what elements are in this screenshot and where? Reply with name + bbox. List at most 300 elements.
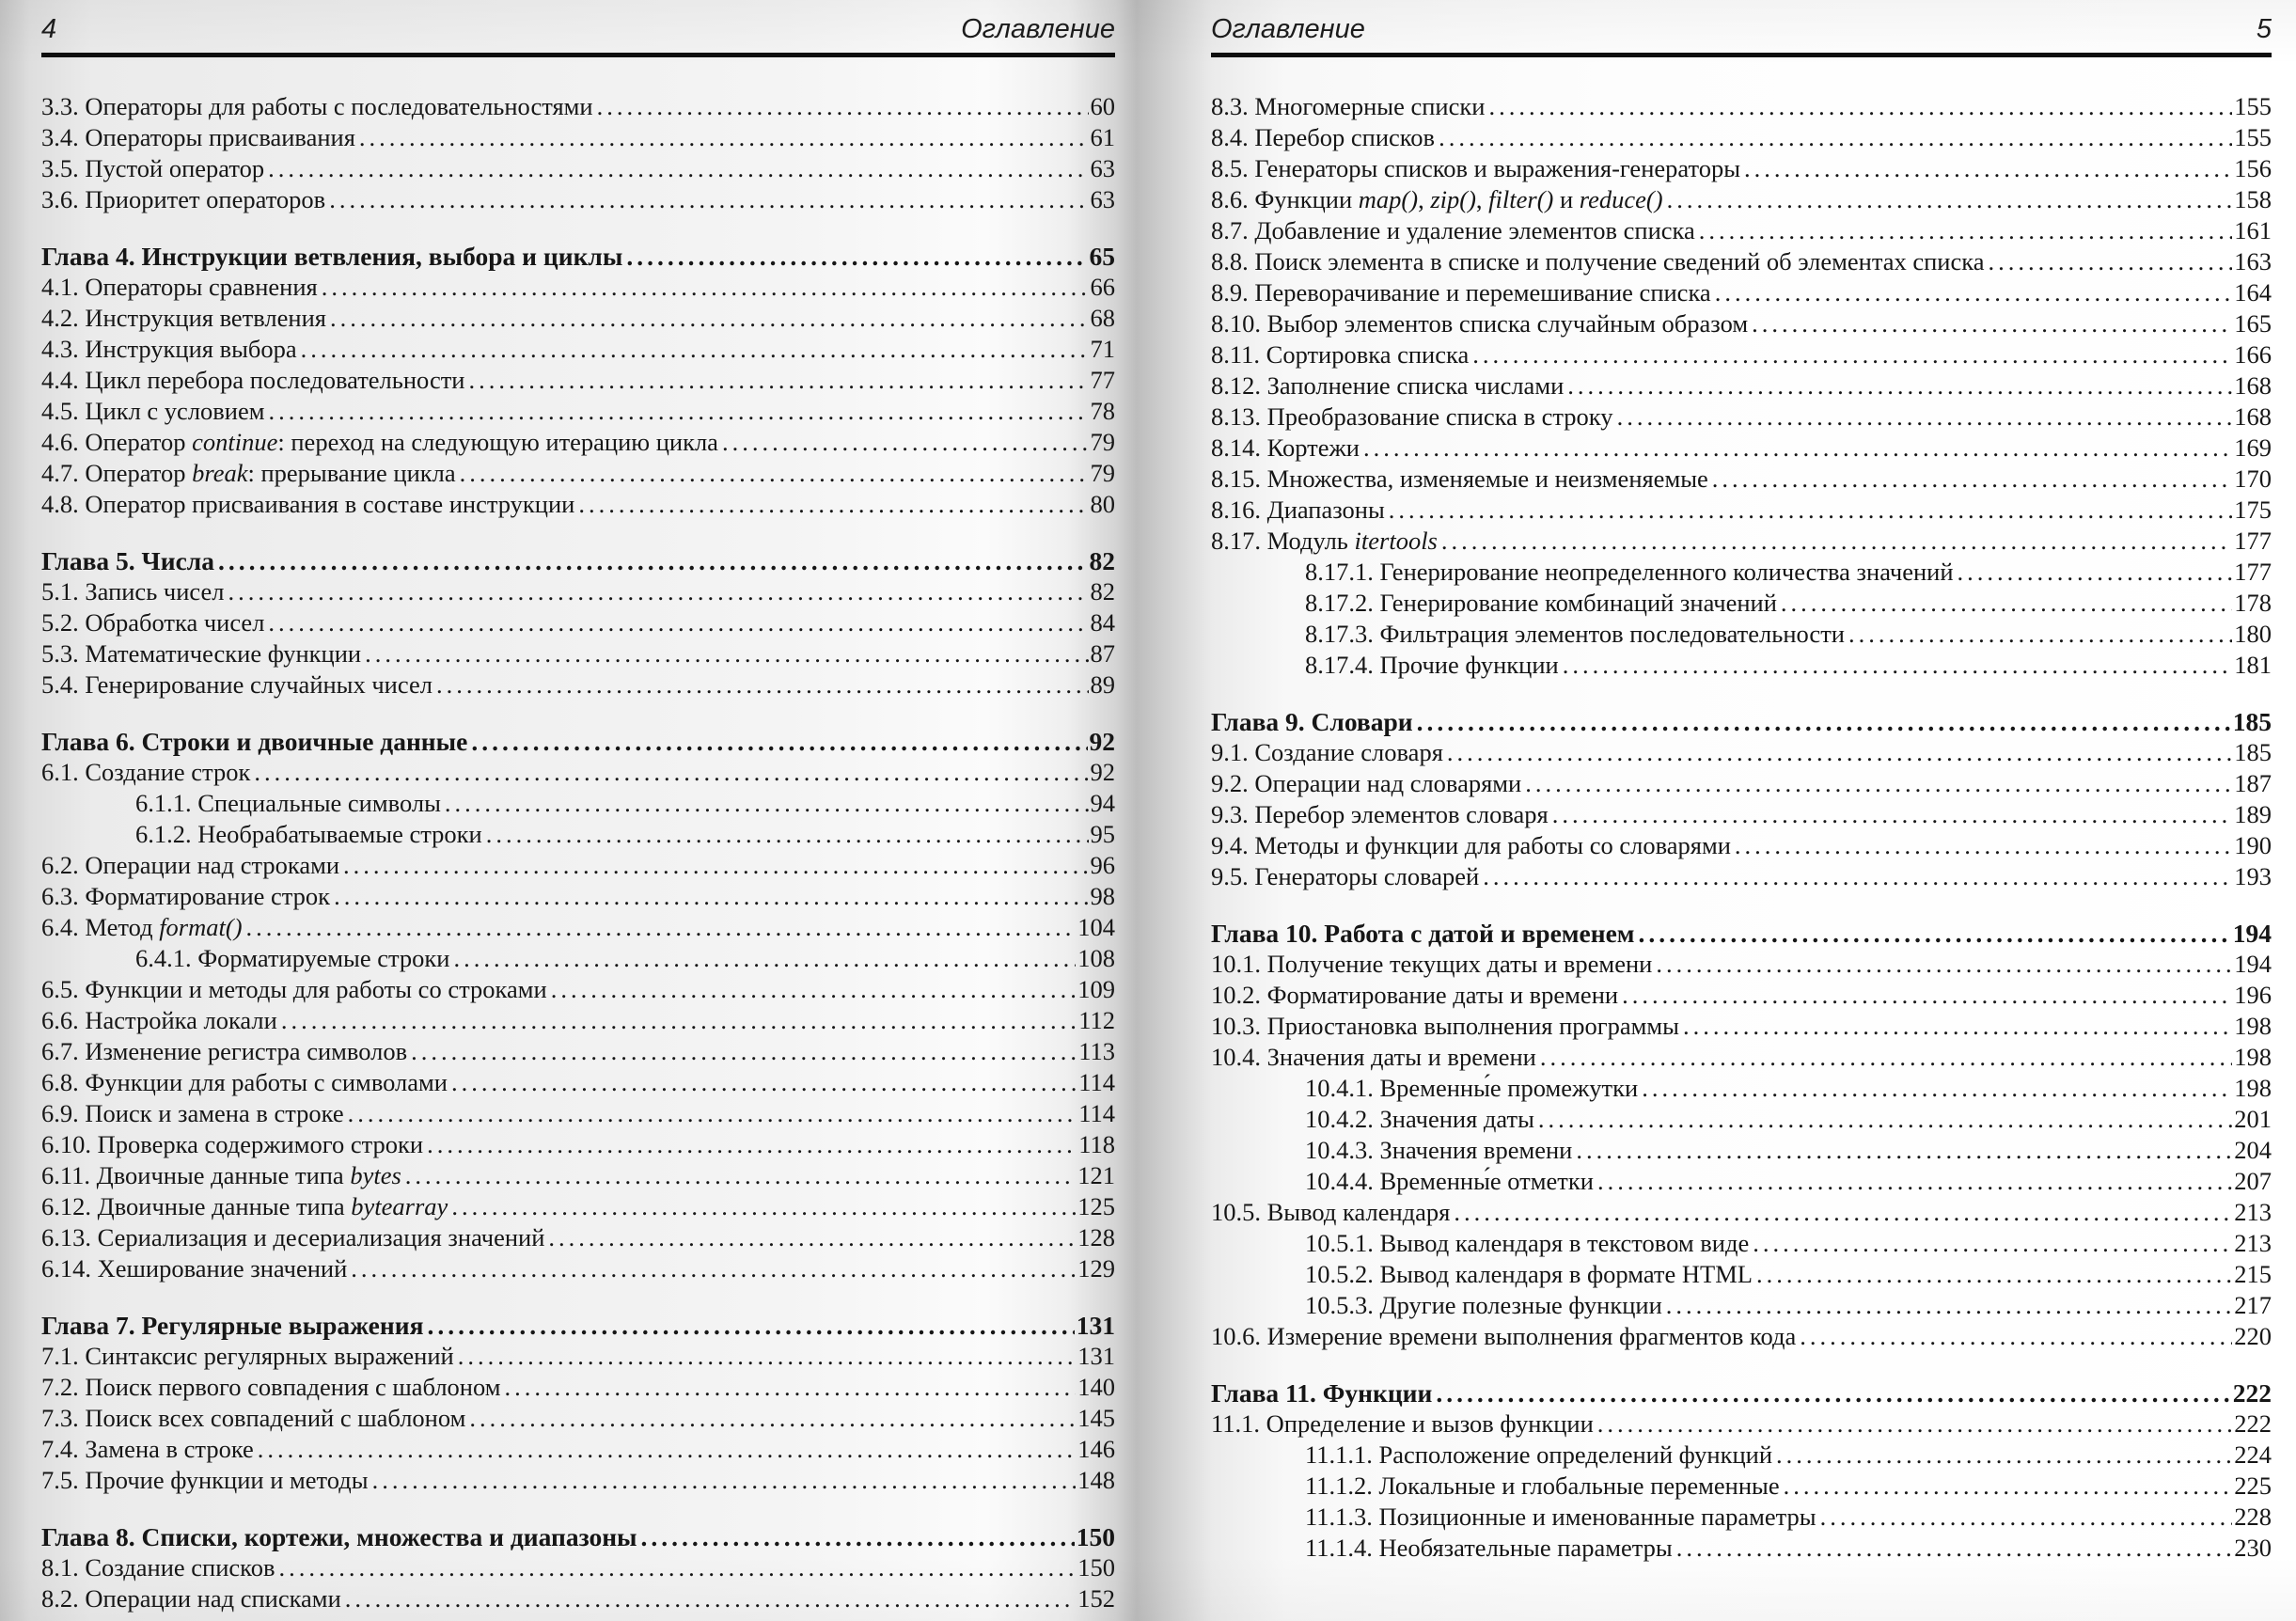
toc-entry: [1211, 401, 2272, 433]
toc-entry: [41, 607, 1115, 638]
toc-entry-title: 8.7. Добавление и удаление элементов списка: [1211, 216, 1695, 244]
dot-leader: [405, 1160, 1076, 1191]
toc-entry: [41, 1434, 1115, 1465]
dot-leader: [1800, 1321, 2232, 1352]
toc-entry-page: 220: [2234, 1322, 2272, 1350]
left-running-head: Оглавление: [961, 14, 1115, 44]
dot-leader: [1666, 1290, 2232, 1321]
toc-entry: [1211, 433, 2272, 464]
toc-entry-title: 3.3. Операторы для работы с последовательностями: [41, 92, 593, 120]
toc-entry-page: 125: [1077, 1192, 1115, 1220]
toc-entry-page: 169: [2234, 433, 2272, 462]
toc-entry-title: 10.5.3. Другие полезные функции: [1305, 1291, 1662, 1319]
toc-entry-title: 6.5. Функции и методы для работы со строками: [41, 975, 547, 1003]
toc-entry: [1211, 1197, 2272, 1228]
toc-entry: [41, 912, 1115, 943]
toc-entry: [41, 1160, 1115, 1191]
dot-leader: [343, 850, 1088, 881]
toc-entry-title: 6.8. Функции для работы с символами: [41, 1068, 448, 1096]
toc-entry-title: Глава 5. Числа: [41, 546, 214, 575]
toc-entry-title: 10.3. Приостановка выполнения программы: [1211, 1012, 1679, 1040]
toc-entry: [41, 1005, 1115, 1036]
dot-leader: [348, 1098, 1077, 1129]
toc-entry: [41, 881, 1115, 912]
dot-leader: [1439, 122, 2232, 153]
toc-entry-title: 9.5. Генераторы словарей: [1211, 862, 1480, 890]
toc-entry: [41, 396, 1115, 427]
dot-leader: [322, 272, 1089, 303]
toc-entry-title: 4.3. Инструкция выбора: [41, 335, 297, 363]
toc-entry-page: 164: [2234, 278, 2272, 307]
dot-leader: [1639, 918, 2231, 949]
dot-leader: [722, 427, 1089, 458]
dot-leader: [1597, 1409, 2232, 1440]
toc-entry-title: 8.17. Модуль itertools: [1211, 527, 1438, 555]
dot-leader: [1776, 1440, 2232, 1471]
toc-entry-title: 10.4.4. Временны́е отметки: [1305, 1167, 1594, 1195]
dot-leader: [1781, 588, 2232, 619]
toc-entry-page: 158: [2234, 185, 2272, 213]
dot-leader: [1447, 737, 2232, 768]
toc-entry-title: 6.2. Операции над строками: [41, 851, 340, 879]
toc-entry-title: 8.17.3. Фильтрация элементов последовательности: [1305, 620, 1845, 648]
toc-entry-title: 10.6. Измерение времени выполнения фрагментов кода: [1211, 1322, 1797, 1350]
toc-entry: [1211, 184, 2272, 215]
toc-entry-title: 3.4. Операторы присваивания: [41, 123, 355, 151]
toc-entry: [41, 1222, 1115, 1253]
toc-entry-title: 10.4.3. Значения времени: [1305, 1136, 1573, 1164]
toc-entry-title: 9.4. Методы и функции для работы со словарями: [1211, 831, 1731, 859]
toc-entry-title: 8.3. Многомерные списки: [1211, 92, 1486, 120]
toc-entry: [1211, 339, 2272, 370]
dot-leader: [1712, 464, 2232, 495]
toc-entry: [1211, 122, 2272, 153]
dot-leader: [597, 91, 1089, 122]
toc-entry-title: 4.2. Инструкция ветвления: [41, 304, 326, 332]
toc-entry: [41, 850, 1115, 881]
left-page: [41, 13, 1115, 1614]
toc-entry: [41, 788, 1115, 819]
dot-leader: [329, 184, 1088, 215]
toc-entry-title: 10.5.1. Вывод календаря в текстовом виде: [1305, 1229, 1750, 1257]
toc-entry: [1211, 1042, 2272, 1073]
toc-entry-title: 10.4.1. Временны́е промежутки: [1305, 1074, 1639, 1102]
toc-entry-page: 155: [2234, 123, 2272, 151]
toc-entry-title: 8.13. Преобразование списка в строку: [1211, 402, 1613, 431]
toc-entry: [41, 1583, 1115, 1614]
toc-entry-page: 152: [1077, 1584, 1115, 1613]
dot-leader: [1667, 184, 2233, 215]
dot-leader: [451, 1191, 1076, 1222]
toc-entry-page: 155: [2234, 92, 2272, 120]
dot-leader: [469, 1403, 1076, 1434]
toc-entry-title: 11.1. Определение и вызов функции: [1211, 1409, 1594, 1438]
dot-leader: [1483, 861, 2232, 892]
dot-leader: [451, 1067, 1077, 1098]
dot-leader: [436, 669, 1089, 700]
toc-entry-page: 198: [2234, 1012, 2272, 1040]
toc-entry: [1211, 918, 2272, 949]
dot-leader: [1744, 153, 2232, 184]
toc-entry-title: 6.3. Форматирование строк: [41, 882, 331, 910]
toc-entry-page: 165: [2234, 309, 2272, 338]
toc-entry-title: Глава 6. Строки и двоичные данные: [41, 727, 468, 756]
toc-entry: [41, 458, 1115, 489]
toc-entry-title: 8.17.1. Генерирование неопределенного количества значений: [1305, 558, 1954, 586]
toc-entry-page: 170: [2234, 464, 2272, 493]
toc-entry: [1211, 1290, 2272, 1321]
toc-entry-page: 98: [1090, 882, 1115, 910]
right-page-number: 5: [2256, 14, 2272, 44]
right-running-head: Оглавление: [1211, 14, 1365, 44]
dot-leader: [1988, 246, 2232, 277]
toc-entry-page: 84: [1090, 608, 1115, 637]
toc-entry-page: 161: [2234, 216, 2272, 244]
dot-leader: [334, 881, 1088, 912]
toc-entry: [41, 819, 1115, 850]
toc-entry: [1211, 1409, 2272, 1440]
toc-entry-page: 129: [1077, 1254, 1115, 1283]
toc-entry-title: 6.12. Двоичные данные типа bytearray: [41, 1192, 448, 1220]
toc-entry: [41, 1341, 1115, 1372]
toc-entry-page: 63: [1090, 154, 1115, 182]
toc-entry: [41, 638, 1115, 669]
toc-entry-title: 6.4.1. Форматируемые строки: [135, 944, 450, 972]
toc-entry: [41, 122, 1115, 153]
toc-entry: [1211, 799, 2272, 830]
toc-entry-title: 9.2. Операции над словарями: [1211, 769, 1522, 797]
toc-entry: [41, 489, 1115, 520]
toc-entry-page: 198: [2234, 1043, 2272, 1071]
dot-leader: [1436, 1377, 2230, 1409]
toc-entry: [1211, 215, 2272, 246]
toc-entry-title: 9.3. Перебор элементов словаря: [1211, 800, 1549, 828]
toc-entry: [1211, 619, 2272, 650]
dot-leader: [453, 943, 1076, 974]
toc-entry: [1211, 1073, 2272, 1104]
dot-leader: [1472, 339, 2232, 370]
toc-entry-page: 87: [1090, 639, 1115, 668]
toc-entry: [1211, 1533, 2272, 1564]
toc-entry: [1211, 557, 2272, 588]
toc-entry-title: 5.4. Генерирование случайных чисел: [41, 670, 432, 699]
dot-leader: [1441, 526, 2232, 557]
toc-entry-page: 77: [1090, 366, 1115, 394]
dot-leader: [458, 1341, 1077, 1372]
toc-entry-title: 6.4. Метод format(): [41, 913, 243, 941]
toc-entry: [41, 427, 1115, 458]
toc-entry: [1211, 768, 2272, 799]
toc-entry-page: 60: [1090, 92, 1115, 120]
toc-entry: [1211, 153, 2272, 184]
toc-entry-title: 6.10. Проверка содержимого строки: [41, 1130, 424, 1158]
toc-entry: [41, 576, 1115, 607]
toc-entry-page: 68: [1090, 304, 1115, 332]
dot-leader: [1735, 830, 2232, 861]
toc-entry-page: 114: [1078, 1099, 1115, 1127]
toc-entry-title: 4.1. Операторы сравнения: [41, 273, 318, 301]
toc-entry: [1211, 246, 2272, 277]
dot-leader: [551, 974, 1077, 1005]
toc-entry-page: 222: [2232, 1378, 2272, 1408]
toc-entry-title: 5.2. Обработка чисел: [41, 608, 265, 637]
toc-entry: [41, 1129, 1115, 1160]
toc-entry-title: 4.4. Цикл перебора последовательности: [41, 366, 465, 394]
dot-leader: [1784, 1471, 2233, 1502]
toc-entry-page: 95: [1090, 820, 1115, 848]
toc-entry: [1211, 830, 2272, 861]
toc-entry: [1211, 949, 2272, 980]
toc-entry: [1211, 464, 2272, 495]
toc-entry-page: 196: [2234, 981, 2272, 1009]
dot-leader: [548, 1222, 1076, 1253]
toc-entry: [1211, 308, 2272, 339]
toc-entry: [1211, 861, 2272, 892]
toc-entry-page: 109: [1077, 975, 1115, 1003]
toc-entry: [1211, 1440, 2272, 1471]
toc-entry: [1211, 1104, 2272, 1135]
toc-entry-title: 7.2. Поиск первого совпадения с шаблоном: [41, 1373, 501, 1401]
toc-entry-title: 10.1. Получение текущих даты и времени: [1211, 950, 1653, 978]
toc-entry: [1211, 1166, 2272, 1197]
left-page-header: [41, 13, 1115, 57]
toc-entry-page: 185: [2234, 738, 2272, 766]
toc-entry: [1211, 706, 2272, 737]
toc-entry-page: 146: [1077, 1435, 1115, 1463]
toc-entry-page: 213: [2234, 1198, 2272, 1226]
toc-entry-title: 4.8. Оператор присваивания в составе инструкции: [41, 490, 575, 518]
toc-entry-page: 150: [1076, 1522, 1115, 1551]
toc-entry-page: 190: [2234, 831, 2272, 859]
toc-entry-page: 168: [2234, 371, 2272, 400]
dot-leader: [486, 819, 1089, 850]
toc-entry-title: 6.13. Сериализация и десериализация значений: [41, 1223, 545, 1251]
toc-entry-page: 79: [1090, 428, 1115, 456]
toc-entry-page: 79: [1090, 459, 1115, 487]
toc-entry-page: 92: [1090, 758, 1115, 786]
dot-leader: [1642, 1073, 2232, 1104]
toc-entry-title: Глава 9. Словари: [1211, 707, 1413, 736]
toc-entry-page: 65: [1089, 242, 1115, 271]
toc-entry-page: 225: [2234, 1471, 2272, 1500]
toc-entry: [41, 1191, 1115, 1222]
toc-entry-title: 6.14. Хеширование значений: [41, 1254, 348, 1283]
dot-leader: [301, 334, 1089, 365]
toc-entry-page: 118: [1078, 1130, 1115, 1158]
toc-entry: [41, 1310, 1115, 1341]
dot-leader: [505, 1372, 1077, 1403]
toc-entry-title: Глава 7. Регулярные выражения: [41, 1311, 424, 1340]
toc-entry-page: 185: [2232, 707, 2272, 736]
dot-leader: [246, 912, 1077, 943]
toc-entry-page: 80: [1090, 490, 1115, 518]
toc-entry: [41, 303, 1115, 334]
dot-leader: [1563, 650, 2233, 681]
dot-leader: [281, 1005, 1077, 1036]
dot-leader: [1576, 1135, 2232, 1166]
toc-entry-title: 8.1. Создание списков: [41, 1553, 275, 1582]
toc-entry: [41, 1372, 1115, 1403]
dot-leader: [1683, 1011, 2232, 1042]
toc-entry-page: 63: [1090, 185, 1115, 213]
toc-entry-page: 204: [2234, 1136, 2272, 1164]
right-page: [1211, 13, 2272, 1564]
dot-leader: [1552, 799, 2233, 830]
toc-entry-page: 145: [1077, 1404, 1115, 1432]
toc-entry-title: 6.7. Изменение регистра символов: [41, 1037, 408, 1065]
toc-entry: [1211, 495, 2272, 526]
toc-entry-page: 150: [1077, 1553, 1115, 1582]
dot-leader: [1363, 433, 2232, 464]
dot-leader: [1756, 1259, 2232, 1290]
dot-leader: [471, 726, 1087, 757]
toc-entry-page: 104: [1077, 913, 1115, 941]
dot-leader: [254, 757, 1088, 788]
toc-entry-title: 6.9. Поиск и замена в строке: [41, 1099, 344, 1127]
toc-entry-title: 7.5. Прочие функции и методы: [41, 1466, 369, 1494]
toc-entry-page: 121: [1077, 1161, 1115, 1189]
dot-leader: [468, 365, 1088, 396]
toc-entry: [1211, 526, 2272, 557]
toc-entry-page: 175: [2234, 496, 2272, 524]
toc-entry-page: 177: [2234, 558, 2272, 586]
toc-entry-page: 82: [1090, 577, 1115, 606]
toc-entry-title: 7.4. Замена в строке: [41, 1435, 254, 1463]
toc-entry-title: 8.10. Выбор элементов списка случайным образом: [1211, 309, 1749, 338]
toc-entry: [1211, 91, 2272, 122]
toc-entry-title: 8.15. Множества, изменяемые и неизменяемые: [1211, 464, 1708, 493]
dot-leader: [578, 489, 1088, 520]
toc-entry-page: 201: [2234, 1105, 2272, 1133]
dot-leader: [1417, 706, 2231, 737]
dot-leader: [427, 1310, 1074, 1341]
dot-leader: [1752, 308, 2232, 339]
toc-entry: [1211, 370, 2272, 401]
toc-entry: [41, 184, 1115, 215]
toc-entry-page: 168: [2234, 402, 2272, 431]
toc-entry-title: 5.3. Математические функции: [41, 639, 362, 668]
toc-entry-page: 181: [2234, 651, 2272, 679]
toc-entry-title: 8.8. Поиск элемента в списке и получение сведений об элементах списка: [1211, 247, 1985, 275]
toc-entry: [1211, 1502, 2272, 1533]
toc-entry-page: 230: [2234, 1534, 2272, 1562]
toc-entry-title: 8.5. Генераторы списков и выражения-генераторы: [1211, 154, 1740, 182]
dot-leader: [345, 1583, 1076, 1614]
toc-entry: [1211, 277, 2272, 308]
toc-entry-page: 198: [2234, 1074, 2272, 1102]
toc-entry-page: 89: [1090, 670, 1115, 699]
toc-entry-page: 189: [2234, 800, 2272, 828]
dot-leader: [1753, 1228, 2232, 1259]
toc-entry-title: 8.11. Сортировка списка: [1211, 340, 1470, 369]
toc-entry: [41, 1036, 1115, 1067]
dot-leader: [372, 1465, 1077, 1496]
dot-leader: [1617, 401, 2233, 433]
dot-leader: [1715, 277, 2233, 308]
toc-entry-title: 10.5.2. Вывод календаря в формате HTML: [1305, 1260, 1753, 1288]
toc-entry-page: 166: [2234, 340, 2272, 369]
toc-entry-page: 108: [1077, 944, 1115, 972]
toc-entry: [1211, 650, 2272, 681]
toc-entry-title: 8.4. Перебор списков: [1211, 123, 1436, 151]
dot-leader: [1525, 768, 2232, 799]
toc-entry: [41, 241, 1115, 272]
toc-entry-page: 140: [1077, 1373, 1115, 1401]
toc-entry-title: Глава 8. Списки, кортежи, множества и диапазоны: [41, 1522, 637, 1551]
toc-entry-title: 8.14. Кортежи: [1211, 433, 1360, 462]
dot-leader: [1676, 1533, 2233, 1564]
toc-entry-page: 194: [2234, 950, 2272, 978]
toc-entry-title: 6.6. Настройка локали: [41, 1006, 277, 1034]
toc-entry-page: 217: [2234, 1291, 2272, 1319]
toc-entry: [41, 1403, 1115, 1434]
toc-entry-title: 11.1.3. Позиционные и именованные параметры: [1305, 1503, 1816, 1531]
dot-leader: [258, 1434, 1076, 1465]
dot-leader: [445, 788, 1089, 819]
toc-entry: [41, 1521, 1115, 1552]
dot-leader: [269, 396, 1089, 427]
toc-entry-title: 6.1.1. Специальные символы: [135, 789, 441, 817]
toc-entry: [41, 1098, 1115, 1129]
dot-leader: [1820, 1502, 2233, 1533]
dot-leader: [268, 607, 1088, 638]
toc-entry-page: 156: [2234, 154, 2272, 182]
toc-entry-title: 10.4.2. Значения даты: [1305, 1105, 1534, 1133]
toc-entry-page: 66: [1090, 273, 1115, 301]
dot-leader: [218, 545, 1088, 576]
dot-leader: [359, 122, 1089, 153]
toc-entry-page: 61: [1090, 123, 1115, 151]
dot-leader: [351, 1253, 1076, 1284]
toc-entry: [41, 545, 1115, 576]
toc-entry: [1211, 980, 2272, 1011]
toc-entry-page: 148: [1077, 1466, 1115, 1494]
toc-entry-page: 114: [1078, 1068, 1115, 1096]
dot-leader: [278, 1552, 1076, 1583]
toc-entry: [41, 943, 1115, 974]
dot-leader: [1540, 1042, 2232, 1073]
toc-entry-title: 6.1. Создание строк: [41, 758, 251, 786]
toc-entry-title: 4.6. Оператор continue: переход на следующую итерацию цикла: [41, 428, 718, 456]
toc-entry: [1211, 1228, 2272, 1259]
right-toc-list: [1211, 91, 2272, 1564]
toc-entry-page: 224: [2234, 1440, 2272, 1469]
toc-entry: [1211, 737, 2272, 768]
toc-entry-page: 193: [2234, 862, 2272, 890]
toc-entry-page: 215: [2234, 1260, 2272, 1288]
toc-entry-title: 5.1. Запись чисел: [41, 577, 225, 606]
dot-leader: [1656, 949, 2232, 980]
toc-entry-page: 92: [1089, 727, 1115, 756]
dot-leader: [1389, 495, 2232, 526]
toc-entry-title: 11.1.4. Необязательные параметры: [1305, 1534, 1673, 1562]
toc-entry-title: 8.12. Заполнение списка числами: [1211, 371, 1565, 400]
toc-entry-title: Глава 4. Инструкции ветвления, выбора и циклы: [41, 242, 623, 271]
toc-entry-title: 8.16. Диапазоны: [1211, 496, 1385, 524]
toc-entry-page: 228: [2234, 1503, 2272, 1531]
toc-entry-page: 78: [1090, 397, 1115, 425]
toc-entry-page: 131: [1077, 1342, 1115, 1370]
left-toc-list: [41, 91, 1115, 1614]
toc-entry-title: 4.5. Цикл с условием: [41, 397, 265, 425]
dot-leader: [411, 1036, 1077, 1067]
toc-entry-title: 3.6. Приоритет операторов: [41, 185, 326, 213]
toc-entry-page: 71: [1090, 335, 1115, 363]
toc-entry: [41, 1067, 1115, 1098]
toc-entry: [1211, 588, 2272, 619]
toc-entry-page: 213: [2234, 1229, 2272, 1257]
toc-entry-page: 94: [1090, 789, 1115, 817]
